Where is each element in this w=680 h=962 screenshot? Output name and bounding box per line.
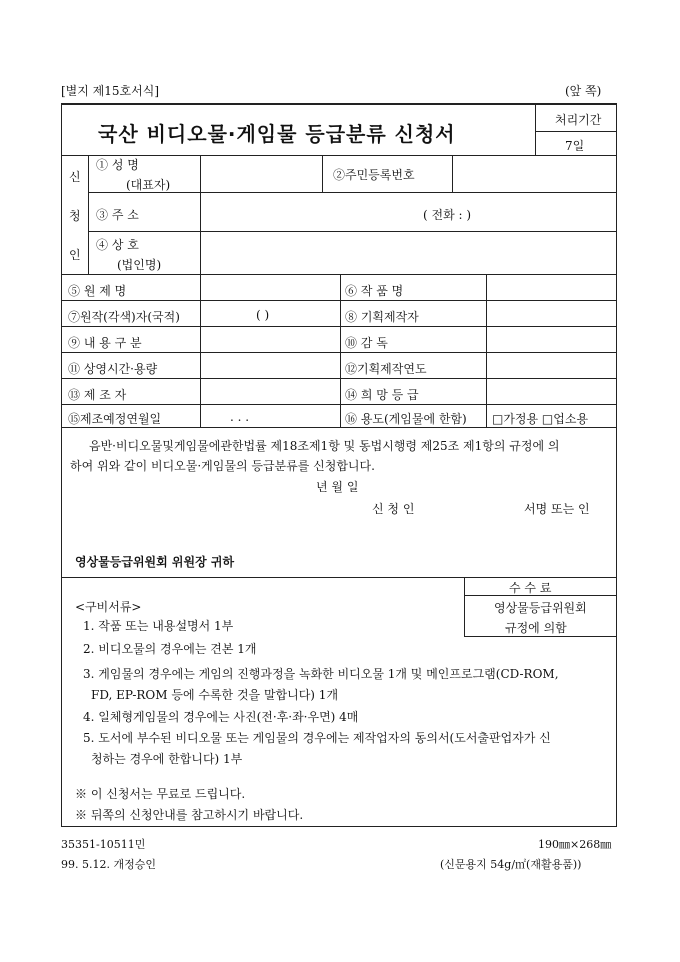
nationality-blank: ( ) [256, 308, 270, 322]
note-see-back: ※ 뒤쪽의 신청안내를 참고하시기 바랍니다. [75, 808, 304, 822]
form-number: [별지 제15호서식] [61, 84, 159, 98]
frame-bottom [61, 826, 617, 827]
document-item-5b: 청하는 경우에 한합니다) 1부 [91, 752, 243, 766]
usage-options: □가정용 □업소용 [492, 412, 589, 426]
addressee: 영상물등급위원회 위원장 귀하 [75, 555, 235, 569]
original-author-label: ⑦원작(각색)자(국적) [68, 310, 180, 324]
desired-rating-label: ⑭ 희 망 등 급 [345, 388, 419, 402]
processing-period-label: 처리기간 [555, 113, 602, 127]
approval-date: 99. 5.12. 개정승인 [61, 858, 156, 871]
note-free: ※ 이 신청서는 무료로 드립니다. [75, 787, 246, 801]
signature-label: 서명 또는 인 [524, 502, 590, 516]
applicant-signature-label: 신 청 인 [372, 502, 415, 516]
document-item-5a: 5. 도서에 부수된 비디오물 또는 게임물의 경우에는 제작업자의 동의서(도서출판업자가 신 [83, 731, 551, 745]
form-code: 35351-10511민 [61, 838, 146, 851]
rrn-label: ②주민등록번호 [333, 168, 415, 182]
fee-line-1: 영상물등급위원회 [494, 601, 587, 615]
company-label: ④ 상 호 [96, 238, 139, 252]
fee-label: 수 수 료 [509, 581, 552, 595]
usage-label: ⑯ 용도(게임물에 한함) [345, 412, 467, 426]
statement-line-2: 하여 위와 같이 비디오물·게임물의 등급분류를 신청합니다. [70, 459, 375, 473]
form-title: 국산 비디오물·게임물 등급분류 신청서 [98, 122, 456, 146]
name-sub-label: (대표자) [126, 178, 171, 192]
paper-type: (신문용지 54g/㎡(재활용품)) [440, 858, 582, 871]
manufacture-date-blank: . . . [230, 410, 250, 424]
content-type-label: ⑨ 내 용 구 분 [68, 336, 142, 350]
document-item-2: 2. 비디오물의 경우에는 견본 1개 [83, 642, 257, 656]
applicant-side-3: 인 [69, 248, 81, 262]
statement-line-1: 음반·비디오물및게임물에관한법률 제18조제1항 및 동법시행령 제25조 제1항의 규정에 의 [89, 439, 560, 453]
runtime-label: ⑪ 상영시간·용량 [68, 362, 158, 376]
applicant-side-2: 청 [69, 209, 81, 223]
paper-size: 190㎜×268㎜ [538, 838, 612, 851]
planner-label: ⑧ 기획제작자 [345, 310, 419, 324]
manufacture-date-label: ⑮제조예정연월일 [68, 412, 162, 426]
address-label: ③ 주 소 [96, 208, 139, 222]
production-year-label: ⑫기획제작연도 [345, 362, 427, 376]
page-side-label: (앞 쪽) [565, 84, 602, 98]
fee-line-2: 규정에 의함 [505, 621, 567, 635]
document-item-1: 1. 작품 또는 내용설명서 1부 [83, 619, 234, 633]
frame-top [61, 103, 617, 105]
work-title-label: ⑥ 작 품 명 [345, 284, 404, 298]
frame-left [61, 103, 62, 827]
application-date: 년 월 일 [316, 480, 359, 494]
document-item-3a: 3. 게임물의 경우에는 게임의 진행과정을 녹화한 비디오물 1개 및 메인프로그램(CD-ROM, [83, 667, 559, 681]
name-label: ① 성 명 [96, 158, 139, 172]
maker-label: ⑬ 제 조 자 [68, 388, 127, 402]
applicant-side-1: 신 [69, 170, 81, 184]
document-item-3b: FD, EP-ROM 등에 수록한 것을 말합니다) 1개 [91, 688, 339, 702]
company-sub-label: (법인명) [117, 258, 162, 272]
phone-label: ( 전화 : ) [423, 208, 472, 222]
documents-heading: <구비서류> [75, 600, 142, 614]
document-item-4: 4. 일체형게임물의 경우에는 사진(전·후·좌·우면) 4매 [83, 710, 359, 724]
frame-right [616, 103, 617, 827]
processing-period-value: 7일 [565, 139, 585, 153]
original-title-label: ⑤ 원 제 명 [68, 284, 127, 298]
director-label: ⑩ 감 독 [345, 336, 388, 350]
